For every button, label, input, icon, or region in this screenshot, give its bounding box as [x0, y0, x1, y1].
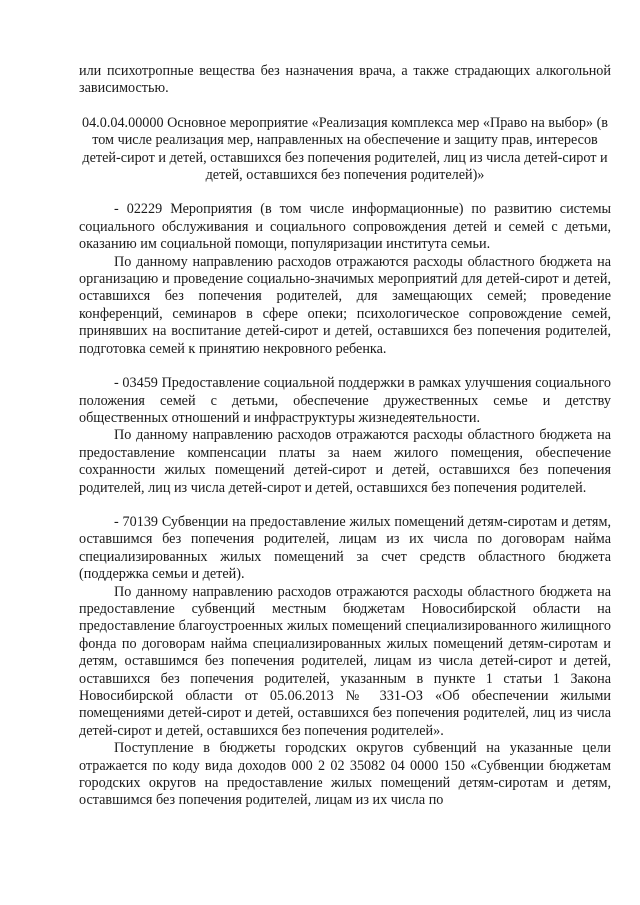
paragraph-continuation: или психотропные вещества без назначения врача, а также страдающих алкогольной зависимостью.	[79, 63, 611, 97]
document-page	[79, 63, 611, 810]
item-70139: - 70139 Субвенции на предоставление жилых помещений детям-сиротам и детям, оставшимся без попечения родителей, лицам из их числа по договорам найма специализированных жилых помещений за счет средств областного бюджета (поддержка семьи и детей).	[79, 513, 611, 583]
revenue-paragraph: Поступление в бюджеты городских округов субвенций на указанные цели отражается по коду вида доходов 000 2 02 35082 04 0000 150 «Субвенции бюджетам городских округов на предоставление жилых помещений детям-сиротам и детям, оставшимся без попечения родителей, лицам из их числа по	[79, 740, 611, 809]
section-heading: 04.0.04.00000 Основное мероприятие «Реализация комплекса мер «Право на выбор» (в том числе реализация мер, направленных на обеспечение и защиту прав, интересов детей-сирот и детей, оставшихся без попечения родителей, лиц из числа детей-сирот и детей, оставшихся без попечения родителей)»	[81, 114, 608, 184]
item-03459-description: По данному направлению расходов отражаются расходы областного бюджета на предоставление компенсации платы за наем жилого помещения, обеспечение сохранности жилых помещений детей-сирот и детей, оставшихся без попечения родителей, лиц из числа детей-сирот и детей, оставшихся без попечения родителей.	[79, 427, 611, 496]
item-02229: - 02229 Мероприятия (в том числе информационные) по развитию системы социального обслуживания и социального сопровождения детей и семей с детьми, оказанию им социальной помощи, популяризации института семьи.	[79, 201, 611, 253]
item-02229-description: По данному направлению расходов отражаются расходы областного бюджета на организацию и проведение социально-значимых мероприятий для детей-сирот и детей, оставшихся без попечения родителей, для замещающих семей; проведение конференций, семинаров в сфере опеки; психологическое сопровождение семей, принявших на воспитание детей-сирот и детей, оставшихся без попечения родителей, подготовка семей к принятию некровного ребенка.	[79, 253, 611, 357]
item-70139-description: По данному направлению расходов отражаются расходы областного бюджета на предоставление субвенций местным бюджетам Новосибирской области на предоставление благоустроенных жилых помещений специализированного жилищного фонда по договорам найма специализированных жилых помещений детям-сиротам и детям, оставшимся без попечения родителей, лицам из числа детей-сирот и детей, оставшихся без попечения родителей, указанным в пункте 1 статьи 1 Закона Новосибирской области от 05.06.2013 № 331-ОЗ «Об обеспечении жилыми помещениями детей-сирот и детей, оставшихся без попечения родителей, лиц из числа детей-сирот и детей, оставшихся без попечения родителей».	[79, 583, 611, 739]
item-03459: - 03459 Предоставление социальной поддержки в рамках улучшения социального положения семей с детьми, обеспечение дружественных семье и детству общественных отношений и инфраструктуры жизнедеятельности.	[79, 375, 611, 426]
